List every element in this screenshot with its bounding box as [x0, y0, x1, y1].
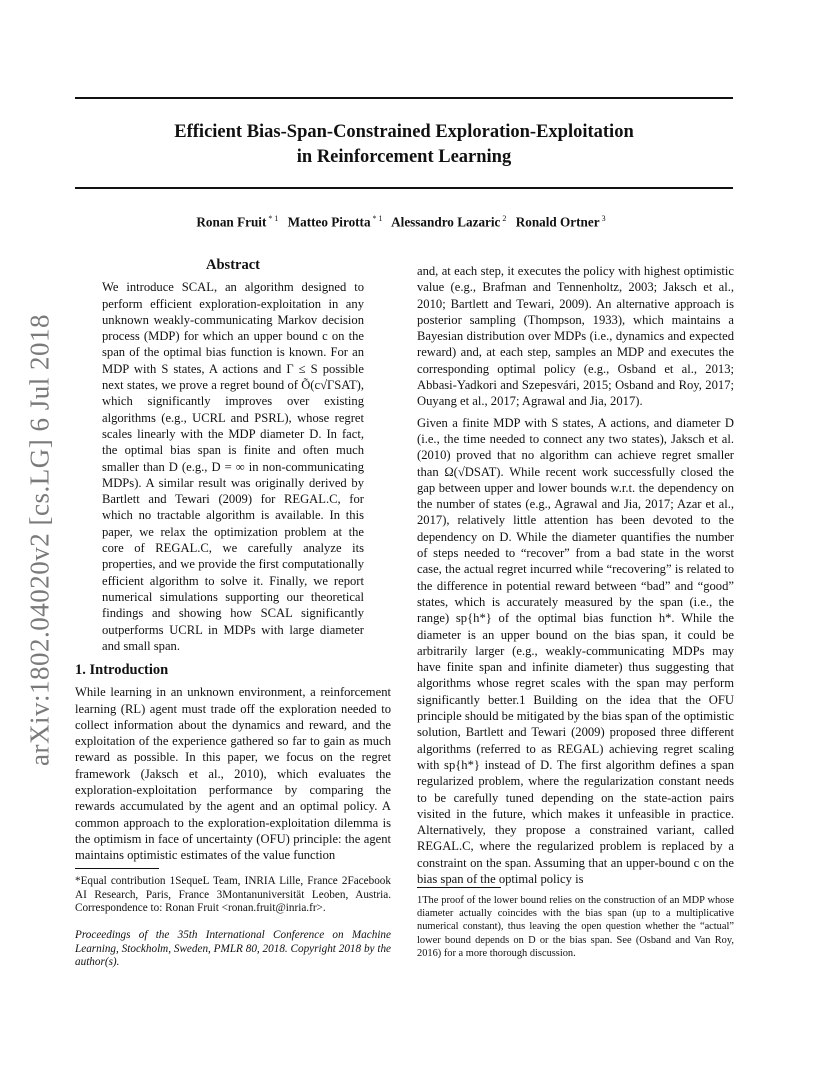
author-name: Alessandro Lazaric — [391, 214, 501, 230]
title-rule-bottom — [75, 187, 733, 189]
abstract-heading: Abstract — [206, 257, 260, 273]
right-paragraph-1: and, at each step, it executes the policy with highest optimistic value (e.g., Brafman and Tennenholtz, 2003; Jaksch et al., 2010; Bartlett and Tewari, 2009). An alternative approach is posterior sampling (Thompson, 1933), which maintains a Bayesian distribution over MDPs (i.e., dynamics and expected reward) and, at each step, samples an MDP and executes the corresponding optimal policy (e.g., Osband et al., 2013; Abbasi-Yadkori and Szepesvári, 2015; Osband and Roy, 2017; Ouyang et al., 2017; Agrawal and Jia, 2017). — [417, 264, 734, 409]
footnote-1-text: 1The proof of the lower bound relies on the construction of an MDP whose diameter actually coincides with the bias span (up to a multiplicative numerical constant), thus leaving the open question whether the “actual” lower bound depends on D or the bias span. See (Osband and Van Roy, 2016) for a more thorough discussion. — [417, 895, 734, 959]
affiliation-footnote — [75, 868, 391, 916]
title-rule-top — [75, 97, 733, 99]
footnote-1 — [417, 887, 734, 960]
footnote-rule — [75, 868, 159, 869]
title-line-1: Efficient Bias-Span-Constrained Exploration-Exploitation — [174, 122, 634, 142]
introduction-text: While learning in an unknown environment, a reinforcement learning (RL) agent must trade off the exploration needed to collect information about the dynamics and reward, and the exploitation of the experience gathered so far to gain as much reward as possible. In this paper, we focus on the regret framework (Jaksch et al., 2010), which evaluates the exploration-exploitation performance by comparing the rewards accumulated by the agent and an optimal policy. A common approach to the exploration-exploitation dilemma is the optimism in face of uncertainty (OFU) principle: the agent maintains optimistic estimates of the value function — [75, 685, 391, 863]
introduction-section — [75, 662, 391, 864]
author-mark: 3 — [601, 214, 606, 223]
author-mark: * 1 — [268, 214, 279, 223]
author-name: Ronan Fruit — [196, 214, 267, 230]
author-name: Matteo Pirotta — [287, 214, 371, 230]
introduction-heading: 1. Introduction — [75, 662, 169, 678]
right-column — [417, 263, 734, 887]
arxiv-stamp: arXiv:1802.04020v2 [cs.LG] 6 Jul 2018 — [24, 314, 55, 766]
author-mark: 2 — [502, 214, 507, 223]
abstract-text: We introduce SCAL, an algorithm designed to perform efficient exploration-exploitation in any unknown weakly-communicating Markov decision process (MDP) for which an upper bound c on the span of the optimal bias function is known. For an MDP with S states, A actions and Γ ≤ S possible next states, we prove a regret bound of Õ(c√ΓSAT), which significantly improves over existing algorithms (e.g., UCRL and PSRL), whose regret scales linearly with the MDP diameter D. In fact, the optimal bias span is finite and often much smaller than D (e.g., D = ∞ in non-communicating MDPs). A similar result was originally derived by Bartlett and Tewari (2009) for REGAL.C, for which no tractable algorithm is available. In this paper, we relax the optimization problem at the core of REGAL.C, we carefully analyze its properties, and we provide the first computationally efficient algorithm to solve it. Finally, we report numerical simulations supporting our theoretical findings and showing how SCAL significantly outperforms UCRL in MDPs with large diameter and small span. — [102, 280, 364, 653]
author-mark: * 1 — [372, 214, 383, 223]
paper-title — [75, 120, 733, 170]
author-list — [75, 214, 733, 230]
affiliation-text: *Equal contribution 1SequeL Team, INRIA Lille, France 2Facebook AI Research, Paris, France 3Montanuniversität Leoben, Austria. Correspondence to: Ronan Fruit <ronan.fruit@inria.fr>. — [75, 875, 391, 915]
footnote-rule — [417, 887, 501, 888]
title-line-2: in Reinforcement Learning — [296, 147, 512, 167]
author-name: Ronald Ortner — [515, 214, 600, 230]
right-paragraph-2: Given a finite MDP with S states, A actions, and diameter D (i.e., the time needed to connect any two states), Jaksch et al. (2010) proved that no algorithm can achieve regret smaller than Ω(√DSAT). While recent work successfully closed the gap between upper and lower bounds w.r.t. the dependency on the number of states (e.g., Agrawal and Jia, 2017; Azar et al., 2017), relatively little attention has been devoted to the dependency on D. While the diameter quantifies the number of steps needed to “recover” from a bad state in the worst case, the actual regret incurred while “recovering” is related to the difference in potential reward between “bad” and “good” states, which is accurately measured by the span (i.e., the range) sp{h*} of the optimal bias function h*. While the diameter is an upper bound on the bias span, it could be arbitrarily larger (e.g., weakly-communicating MDPs may have finite span and infinite diameter) thus suggesting that algorithms whose regret scales with the span may perform significantly better.1 Building on the idea that the OFU principle should be mitigated by the bias span of the optimistic solution, Bartlett and Tewari (2009) proposed three different algorithms (referred to as REGAL) achieving regret scaling with sp{h*} instead of D. The first algorithm defines a span regularized problem, where the regularization constant needs to be carefully tuned depending on the state-action pairs visited in the future, which makes it unfeasible in practice. Alternatively, they propose a constrained variant, called REGAL.C, where the regularized problem is replaced by a constraint on the span. Assuming that an upper-bound c on the bias span of the optimal policy is — [417, 415, 734, 886]
proceedings-note: Proceedings of the 35th International Conference on Machine Learning, Stockholm, Sweden, PMLR 80, 2018. Copyright 2018 by the author(s). — [75, 929, 391, 969]
abstract-section — [102, 257, 364, 654]
